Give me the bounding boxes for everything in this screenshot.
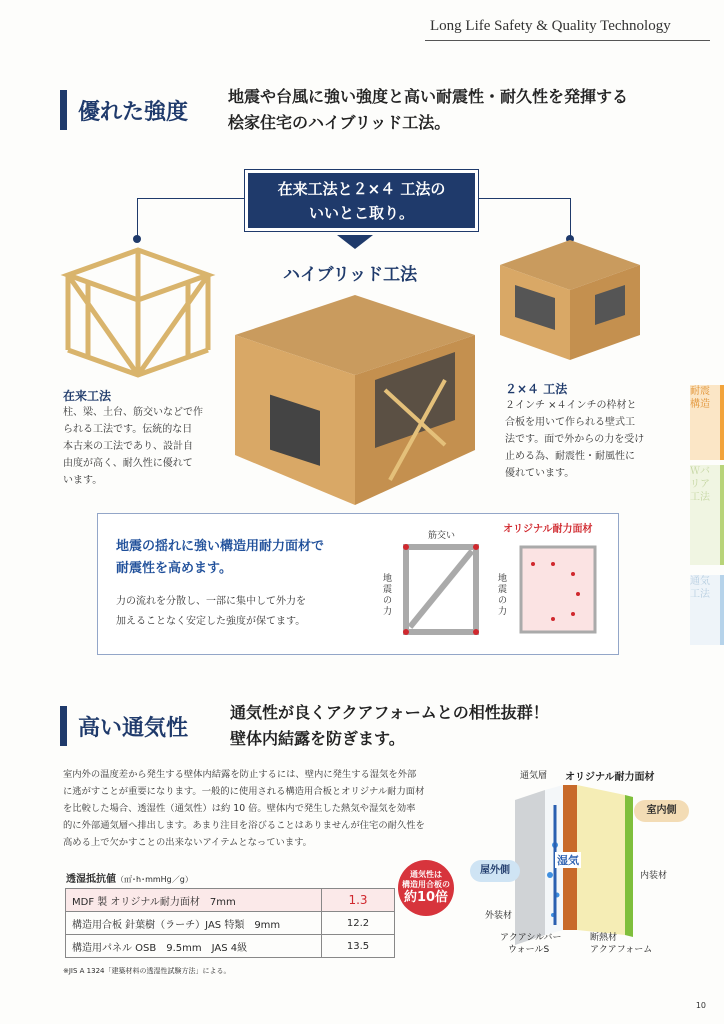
zairai-line: 由度が高く、耐久性に優れて xyxy=(63,458,193,469)
twobyfour-title: ２×４ 工法 xyxy=(505,382,568,396)
badge-line-2: 構造用合板の xyxy=(402,880,450,889)
table-note: ※JIS A 1324「建築材料の透湿性試験方法」による。 xyxy=(63,967,231,975)
brace-label: 筋交い xyxy=(428,531,456,541)
section1-lead xyxy=(228,84,628,136)
side-tab-2[interactable] xyxy=(690,465,724,565)
twobyfour-line: 止める為、耐震性・耐風性に xyxy=(505,451,635,462)
table-row xyxy=(66,912,395,935)
info-title-line-1: 地震の揺れに強い構造用耐力面材で xyxy=(116,539,325,554)
twobyfour-text xyxy=(505,397,685,482)
label-humidity: 湿気 xyxy=(557,854,579,867)
section2-paragraph xyxy=(63,766,503,851)
zairai-line: 柱、梁、土台、筋交いなどで作 xyxy=(63,407,203,418)
table-cell-value: 1.3 xyxy=(322,889,395,912)
panel-label: オリジナル耐力面材 xyxy=(503,524,593,535)
paragraph-line: に逃がすことが重要になります。一般的に使用される構造用合板とオリジナル耐力面材 xyxy=(63,786,425,797)
label-indoor: 室内側 xyxy=(634,800,689,822)
brace-diagram xyxy=(398,539,483,639)
badge-line-1: 通気性は xyxy=(410,870,442,879)
paragraph-line: 高める上で欠かすことの出来ないアイテムとなっています。 xyxy=(63,837,312,848)
paragraph-line: 室内外の温度差から発生する壁体内結露を防止するには、壁内に発生する湿気を外部 xyxy=(63,769,417,780)
table-row xyxy=(66,889,395,912)
timber-frame-illustration xyxy=(58,240,218,380)
table-cell-name: MDF 製 オリジナル耐力面材 7mm xyxy=(66,889,322,912)
callout-arrow xyxy=(337,235,373,249)
twobyfour-line: 合板を用いて作られる壁式工 xyxy=(505,417,635,428)
paragraph-line: を比較した場合、透湿性（通気性）は約 10 倍。壁体内で発生した熱気や湿気を効率 xyxy=(63,803,416,814)
page-number: 10 xyxy=(695,1001,706,1010)
zairai-line: 本古来の工法であり、設計自 xyxy=(63,441,193,452)
label-insulation xyxy=(590,932,652,956)
table-cell-value: 12.2 xyxy=(322,912,395,935)
info-body-line-2: 加えることなく安定した強度が保てます。 xyxy=(116,616,306,627)
info-body xyxy=(116,592,306,632)
paragraph-line: 的に外部通気層へ排出します。あまり注目を浴びることはありませんが住宅の耐久性を xyxy=(63,820,425,831)
label-air-layer: 通気層 xyxy=(520,771,548,781)
lead-line-1: 通気性が良くアクアフォームとの相性抜群！ xyxy=(230,703,549,722)
ratio-badge xyxy=(398,860,454,916)
info-body-line-1: 力の流れを分散し、一部に集中して外力を xyxy=(116,596,306,607)
zairai-text xyxy=(63,404,223,489)
lead-line-2: 桧家住宅のハイブリッド工法。 xyxy=(228,113,451,132)
badge-line-3: 約10倍 xyxy=(403,890,449,905)
side-tab-2-label: Ｗバリア工法 xyxy=(690,466,710,503)
section-bar xyxy=(60,706,67,746)
table-cell-name: 構造用パネル OSB 9.5mm JAS 4級 xyxy=(66,935,322,958)
connector-right xyxy=(472,198,571,239)
section1-title: 優れた強度 xyxy=(78,100,189,125)
table-title xyxy=(66,870,193,885)
hybrid-house-illustration xyxy=(225,280,485,510)
zairai-line: います。 xyxy=(63,475,103,486)
side-tab-3[interactable] xyxy=(690,575,724,645)
callout-line-1: 在来工法と２×４ 工法の xyxy=(277,180,446,198)
label-outer: 外装材 xyxy=(485,911,513,921)
callout-box xyxy=(245,170,478,231)
callout-line-2: いいとこ取り。 xyxy=(308,204,414,222)
header-title: Long Life Safety & Quality Technology xyxy=(430,18,671,34)
twobyfour-line: 法です。面で外からの力を受け xyxy=(505,434,645,445)
side-tab-1-label: 耐震構造 xyxy=(690,386,710,410)
zairai-title: 在来工法 xyxy=(63,389,112,403)
header-rule xyxy=(425,40,710,41)
label-silver-2: ウォールS xyxy=(508,945,550,955)
lead-line-2: 壁体内結露を防ぎます。 xyxy=(230,729,405,748)
panel-diagram xyxy=(513,539,603,639)
label-insulation-2: アクアフォーム xyxy=(590,945,653,955)
hybrid-label: ハイブリッド工法 xyxy=(283,265,418,285)
section2-lead xyxy=(230,700,549,752)
label-insulation-1: 断熱材 xyxy=(590,933,618,943)
label-silver xyxy=(500,932,562,956)
table-cell-name: 構造用合板 針葉樹（ラーチ）JAS 特類 9mm xyxy=(66,912,322,935)
label-panel: オリジナル耐力面材 xyxy=(565,772,655,783)
table-cell-value: 13.5 xyxy=(322,935,395,958)
section-bar xyxy=(60,90,67,130)
twobyfour-line: 優れています。 xyxy=(505,468,575,479)
info-box xyxy=(97,513,619,655)
section2-title: 高い通気性 xyxy=(78,716,189,741)
force-label-right: 地震の力 xyxy=(498,574,508,617)
twobyfour-line: ２インチ ×４インチの枠材と xyxy=(505,400,637,411)
table-row xyxy=(66,935,395,958)
info-title xyxy=(116,536,324,580)
connector-left xyxy=(137,198,246,239)
zairai-line: られる工法です。伝統的な日 xyxy=(63,424,193,435)
table-title-text: 透湿抵抗値 xyxy=(66,874,116,885)
table-unit: （㎡･h･mmHg／g） xyxy=(116,875,193,884)
info-title-line-2: 耐震性を高めます。 xyxy=(116,561,232,576)
label-outdoor: 屋外側 xyxy=(470,860,520,882)
permeability-table xyxy=(65,888,395,958)
panel-box-illustration xyxy=(495,235,645,365)
side-tab-1[interactable] xyxy=(690,385,724,460)
lead-line-1: 地震や台風に強い強度と高い耐震性・耐久性を発揮する xyxy=(228,87,629,106)
side-tab-3-label: 通気工法 xyxy=(690,576,710,600)
force-label-left: 地震の力 xyxy=(383,574,393,617)
label-inner: 内装材 xyxy=(640,871,668,881)
label-silver-1: アクアシルバー xyxy=(500,933,562,943)
